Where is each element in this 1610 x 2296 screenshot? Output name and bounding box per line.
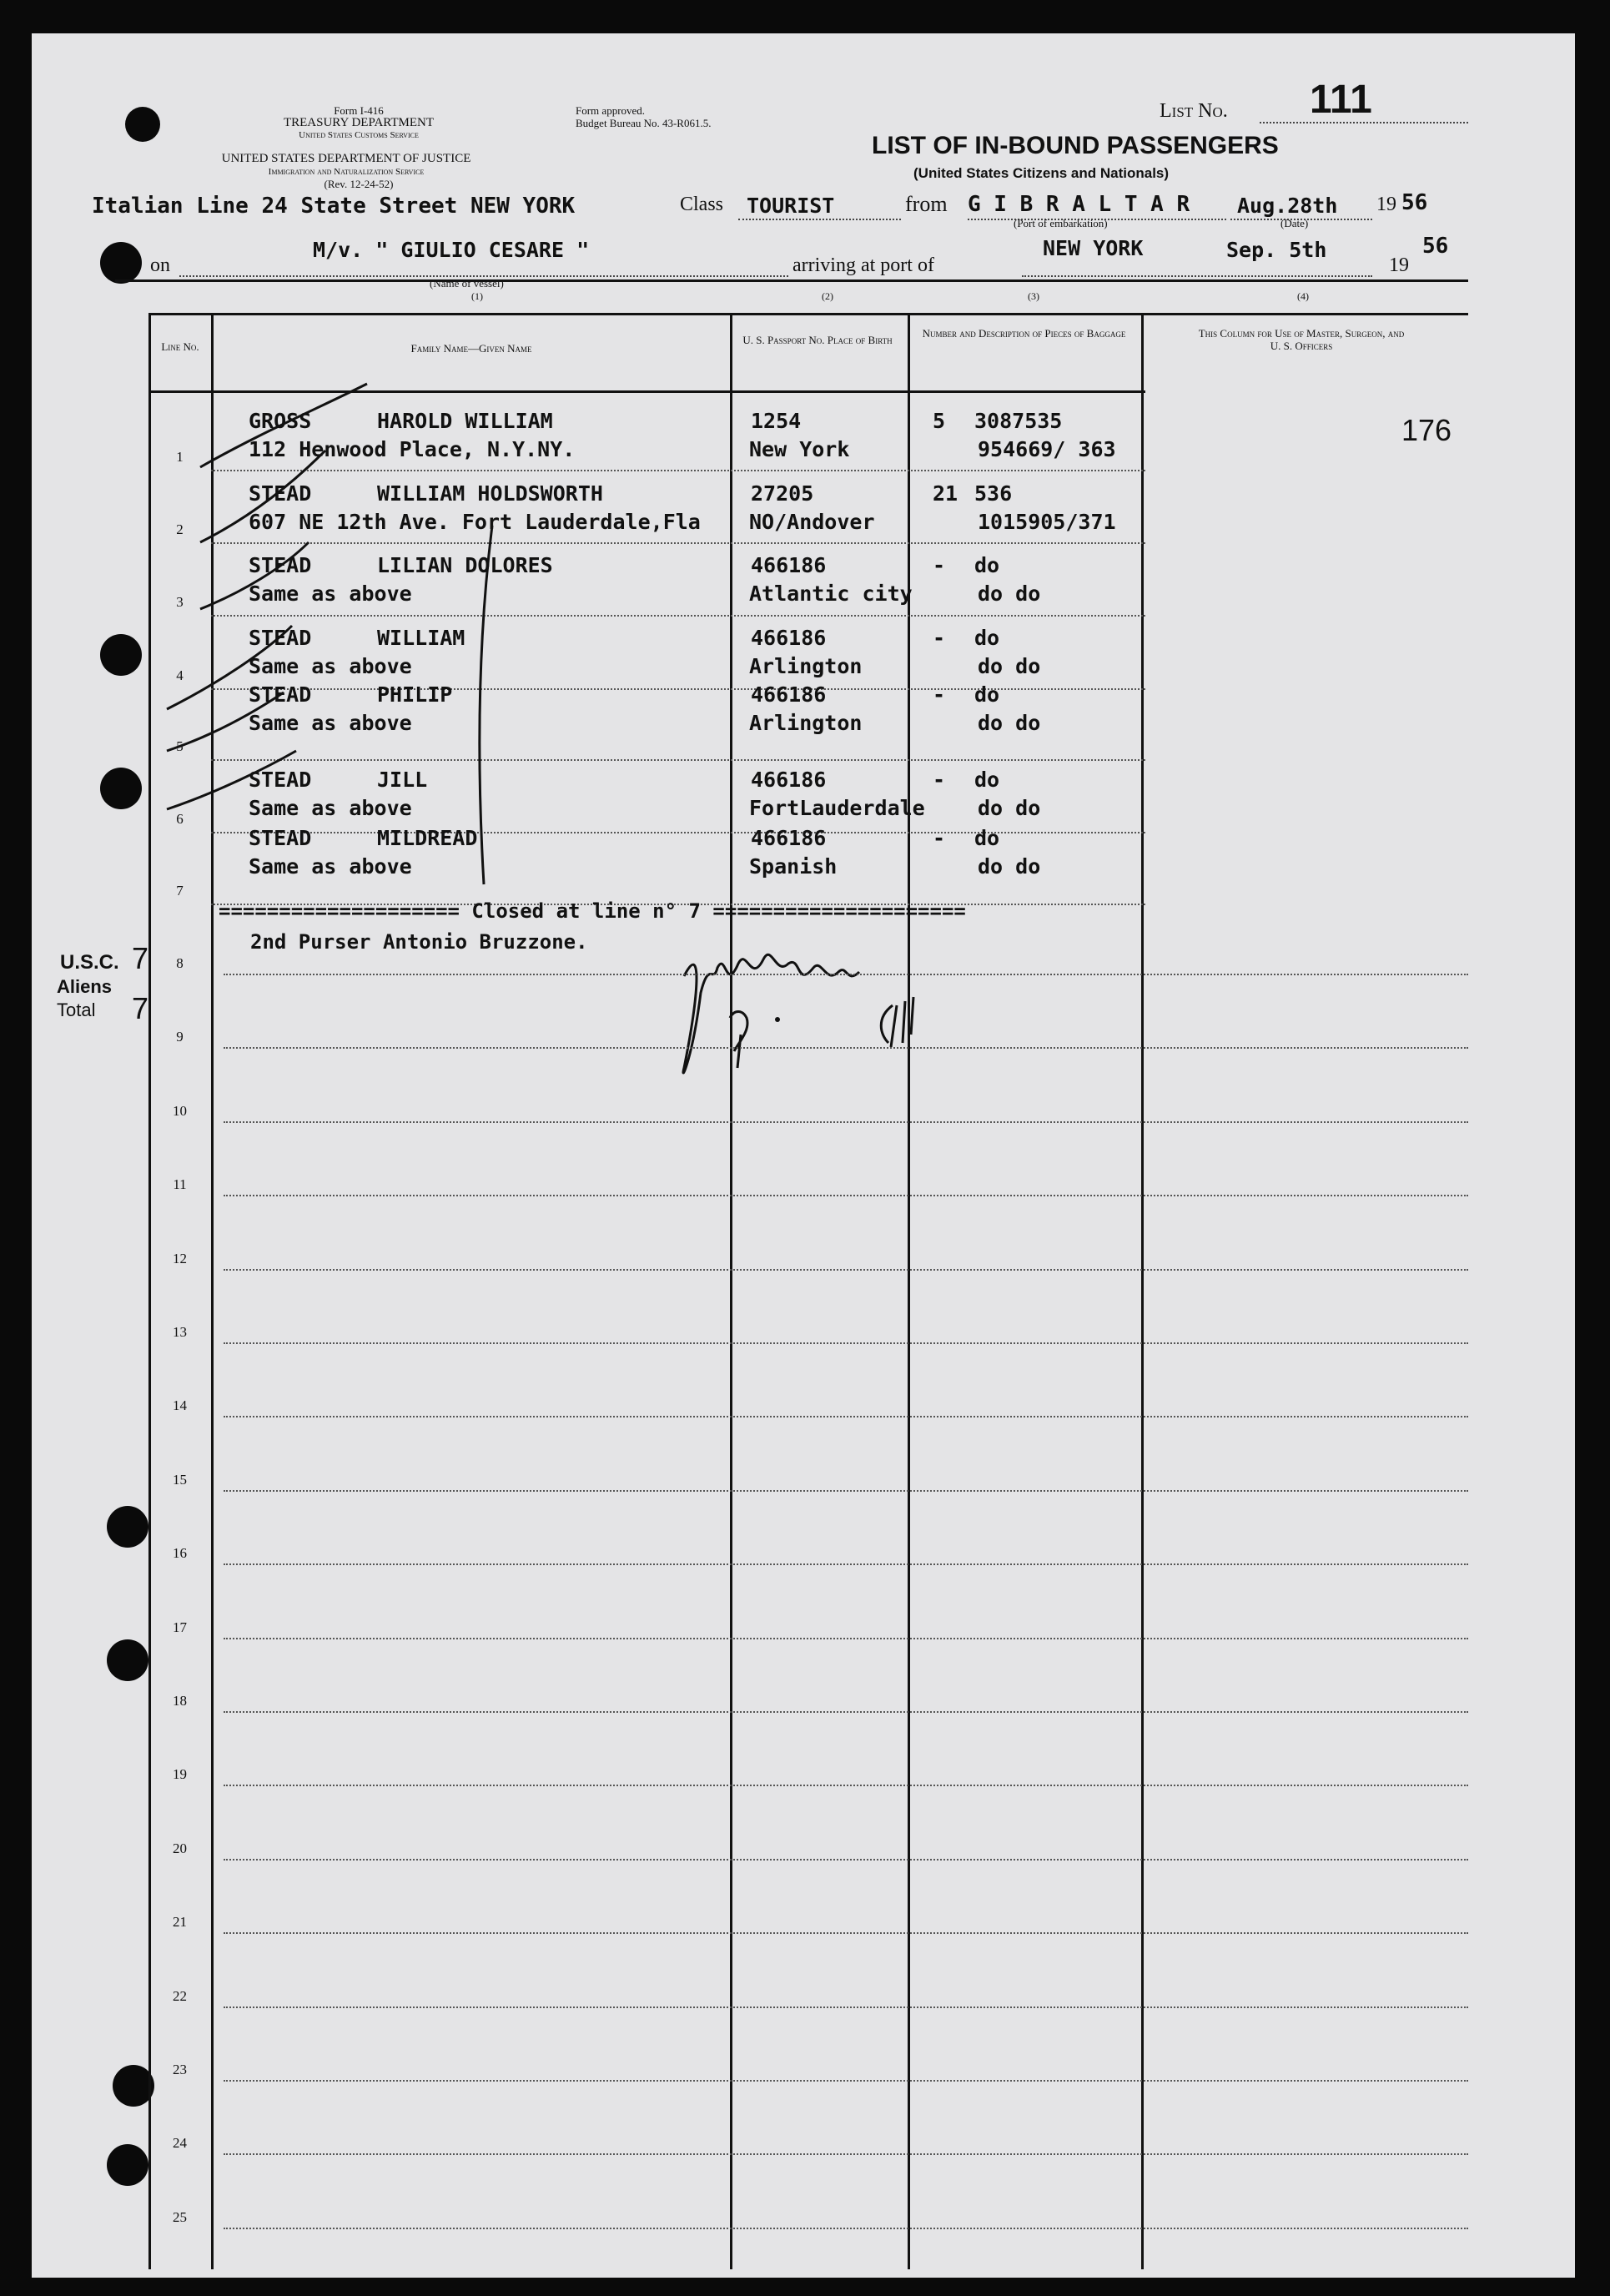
row-rule [224,2153,1468,2155]
line-number: 5 [176,738,184,754]
row-rule [224,1342,1468,1344]
row-rule [224,1490,1468,1492]
passenger-address: Same as above [249,654,412,678]
passenger-given-name: HAROLD WILLIAM [377,409,553,433]
punch-hole [100,242,142,284]
passenger-address: Same as above [249,711,412,735]
passport-number: 466186 [751,826,827,850]
grid-top-border [148,313,1468,315]
usc-value: 7 [132,941,149,975]
grid-col-officers [1141,313,1144,2269]
col-header-officers: This Column for Use of Master, Surgeon, and U. S. Officers [1198,327,1405,352]
column-2-caption: (2) [822,290,833,302]
row-rule [224,1269,1468,1271]
passport-number: 466186 [751,768,827,792]
col-header-baggage: Number and Description of Pieces of Baggage [922,327,1126,340]
budget-bureau: Budget Bureau No. 43-R061.5. [576,117,712,129]
baggage-count: - [933,768,946,792]
closed-at-line: ==================== Closed at line n° 7 ===================== [219,899,966,923]
passport-number: 466186 [751,682,827,707]
arrival-date: Sep. 5th [1226,238,1327,262]
aliens-label: Aliens [57,976,113,997]
department-of-justice: UNITED STATES DEPARTMENT OF JUSTICE [221,152,471,165]
punch-hole-partial [125,107,160,142]
line-number: 11 [173,1176,187,1193]
line-number: 19 [173,1766,187,1783]
baggage-count: 5 [933,409,946,433]
baggage-description-2: 954669/ 363 [978,437,1116,461]
arrival-port-line [1022,275,1372,277]
treasury-department: TREASURY DEPARTMENT [283,116,435,129]
passenger-surname: GROSS [249,409,312,433]
row-rule [224,1859,1468,1860]
grid-col-baggage [908,313,910,2269]
baggage-description-2: do do [978,796,1041,820]
place-of-birth: Arlington [749,654,863,678]
form-title: LIST OF IN-BOUND PASSENGERS [872,132,1279,159]
place-of-birth: New York [749,437,850,461]
line-number: 9 [176,1029,184,1045]
baggage-description-2: 1015905/371 [978,510,1116,534]
baggage-description-2: do do [978,854,1041,879]
line-number: 12 [173,1250,187,1266]
purser-name: 2nd Purser Antonio Bruzzone. [250,930,588,954]
list-number-label: List No. [1160,100,1228,122]
departure-date: Aug.28th [1237,194,1338,218]
line-number: 17 [173,1619,187,1635]
line-number: 6 [176,811,184,827]
line-number: 15 [173,1471,187,1488]
passport-number: 27205 [751,481,814,506]
year-prefix: 19 [1376,194,1396,215]
grid-col-passport [730,313,732,2269]
baggage-description-2: do do [978,711,1041,735]
line-number: 8 [176,955,184,971]
passenger-given-name: WILLIAM [377,626,465,650]
line-number: 23 [173,2062,187,2077]
passenger-surname: STEAD [249,768,312,792]
passenger-given-name: MILDREAD [377,826,478,850]
arrival-year-prefix: 19 [1389,254,1409,276]
arrival-year: 56 [1422,234,1449,259]
line-number: 25 [173,2208,187,2225]
row-rule [224,1638,1468,1639]
passenger-address: 112 Henwood Place, N.Y.NY. [249,437,576,461]
row-rule [224,2228,1468,2229]
check-marks [150,359,534,909]
place-of-birth: FortLauderdale [749,796,925,820]
baggage-description-2: do do [978,654,1041,678]
baggage-description: do [974,768,1000,792]
row-rule [224,2080,1468,2082]
passenger-address: 607 NE 12th Ave. Fort Lauderdale,Fla [249,510,701,534]
line-number: 7 [176,883,184,899]
officer-note: 176 [1401,413,1452,447]
line-number: 10 [173,1102,187,1119]
baggage-count: - [933,626,946,650]
line-number: 13 [173,1324,187,1340]
customs-service: United States Customs Service [299,130,419,140]
passenger-given-name: PHILIP [377,682,453,707]
passenger-address: Same as above [249,582,412,606]
line-number: 14 [173,1397,187,1414]
line-number: 20 [173,1840,187,1856]
shipping-agent: Italian Line 24 State Street NEW YORK [92,194,576,219]
port-of-embarkation: G I B R A L T A R [968,192,1190,217]
place-of-birth: Atlantic city [749,582,913,606]
passenger-given-name: LILIAN DOLORES [377,553,553,577]
row-rule [224,1932,1468,1934]
place-of-birth: Arlington [749,711,863,735]
immigration-service: Immigration and Naturalization Service [268,167,425,177]
signature [667,926,1001,1093]
vessel-caption: (Name of vessel) [430,277,504,290]
row-rule [224,1785,1468,1786]
class-line [738,219,901,220]
place-of-birth: NO/Andover [749,510,875,534]
total-value: 7 [132,991,149,1025]
place-of-birth: Spanish [749,854,838,879]
usc-label: U.S.C. [60,951,119,974]
line-number: 18 [173,1693,187,1709]
passenger-surname: STEAD [249,826,312,850]
row-rule [224,1711,1468,1713]
baggage-count: - [933,826,946,850]
baggage-description: 3087535 [974,409,1063,433]
list-number: 111 [1310,78,1372,122]
baggage-description: 536 [974,481,1013,506]
baggage-count: - [933,682,946,707]
form-number: Form I-416 [334,104,384,117]
baggage-description: do [974,626,1000,650]
arrival-port: NEW YORK [1043,236,1144,260]
row-rule [224,1563,1468,1565]
baggage-description: do [974,553,1000,577]
line-number: 2 [176,521,184,537]
column-1-caption: (1) [471,290,483,302]
vessel-name: M/v. " GIULIO CESARE " [313,238,590,262]
passenger-address: Same as above [249,796,412,820]
line-number: 1 [176,449,184,465]
class-value: TOURIST [747,194,835,218]
row-rule [224,1047,1468,1049]
line-number: 22 [173,1987,187,2004]
line-number: 16 [173,1545,187,1562]
passenger-given-name: WILLIAM HOLDSWORTH [377,481,603,506]
row-rule [224,974,1468,975]
passenger-surname: STEAD [249,553,312,577]
from-label: from [905,192,948,216]
revision-date: (Rev. 12-24-52) [324,178,394,190]
col-header-passport: U. S. Passport No. Place of Birth [742,334,893,346]
passenger-surname: STEAD [249,481,312,506]
row-rule [224,1416,1468,1417]
col-header-name: Family Name—Given Name [410,342,532,355]
row-rule [224,2006,1468,2008]
baggage-description: do [974,682,1000,707]
passenger-given-name: JILL [377,768,428,792]
row-rule [224,1195,1468,1196]
passport-number: 1254 [751,409,802,433]
column-4-caption: (4) [1297,290,1309,302]
total-label: Total [57,999,96,1020]
passport-number: 466186 [751,626,827,650]
col-header-line: Line No. [161,340,199,353]
row-rule [224,1121,1468,1123]
date-caption: (Date) [1280,217,1309,229]
line-number: 4 [176,667,184,683]
embarkation-caption: (Port of embarkation) [1014,217,1108,229]
arriving-label: arriving at port of [792,254,934,276]
baggage-description-2: do do [978,582,1041,606]
line-number: 3 [176,594,184,610]
baggage-description: do [974,826,1000,850]
passenger-surname: STEAD [249,626,312,650]
line-number: 21 [173,1914,187,1931]
form-subtitle: (United States Citizens and Nationals) [913,165,1170,181]
column-3-caption: (3) [1028,290,1039,302]
passenger-surname: STEAD [249,682,312,707]
baggage-count: - [933,553,946,577]
departure-year: 56 [1401,190,1428,215]
passport-number: 466186 [751,553,827,577]
class-label: Class [680,194,724,215]
line-number: 24 [173,2135,187,2152]
on-label: on [150,254,170,276]
form-approved: Form approved. [576,104,646,117]
passenger-address: Same as above [249,854,412,879]
baggage-count: 21 [933,481,958,506]
